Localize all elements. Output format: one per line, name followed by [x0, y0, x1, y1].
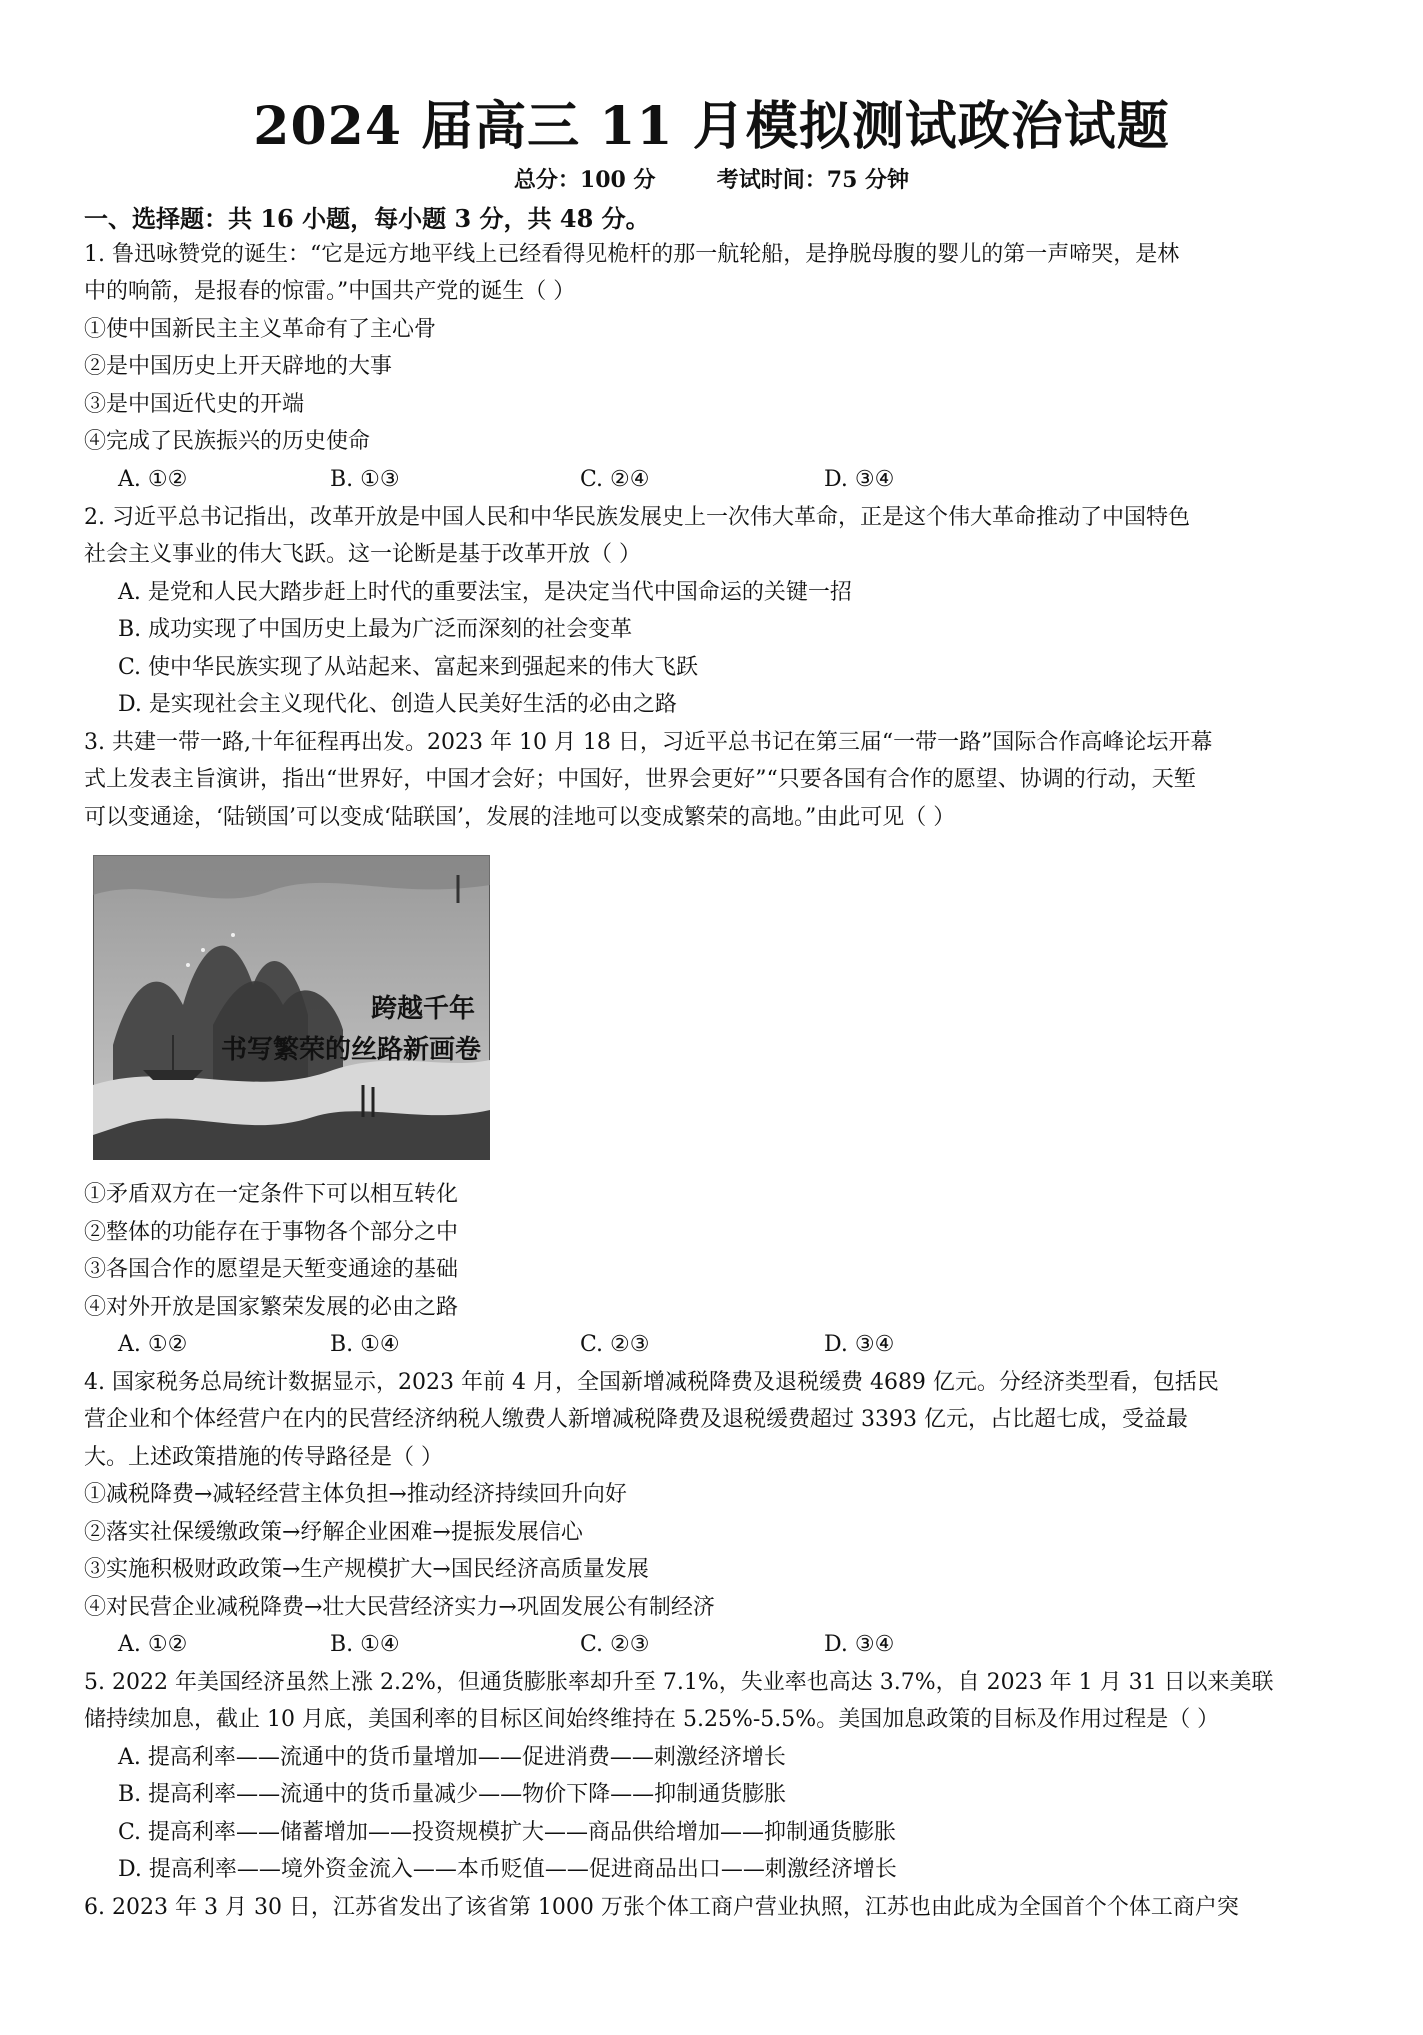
q4-statement-3: ③实施积极财政政策→生产规模扩大→国民经济高质量发展	[84, 1557, 649, 1582]
q3-statement-4: ④对外开放是国家繁荣发展的必由之路	[84, 1295, 459, 1320]
q1-statement-1: ①使中国新民主主义革命有了主心骨	[84, 317, 437, 342]
q1-option-c: C. ②④	[580, 467, 650, 492]
q5-option-b: B. 提高利率——流通中的货币量减少——物价下降——抑制通货膨胀	[118, 1782, 787, 1807]
q4-stem-line-2: 营企业和个体经营户在内的民营经济纳税人缴费人新增减税降费及退税缓费超过 3393 亿元，占比超七成，受益最	[84, 1407, 1188, 1432]
q1-statement-2: ②是中国历史上开天辟地的大事	[84, 354, 393, 379]
q4-option-d: D. ③④	[824, 1632, 895, 1657]
q5-option-c: C. 提高利率——储蓄增加——投资规模扩大——商品供给增加——抑制通货膨胀	[118, 1820, 897, 1845]
silk-road-painting-image	[93, 855, 490, 1160]
q4-option-a: A. ①②	[118, 1632, 188, 1657]
section-heading: 一、选择题：共 16 小题，每小题 3 分，共 48 分。	[84, 204, 650, 233]
q1-option-a: A. ①②	[118, 467, 188, 492]
image-caption-line-1: 跨越千年	[370, 994, 476, 1024]
q1-statement-4: ④完成了民族振兴的历史使命	[84, 429, 371, 454]
q3-option-a: A. ①②	[118, 1332, 188, 1357]
q5-option-a: A. 提高利率——流通中的货币量增加——促进消费——刺激经济增长	[118, 1745, 786, 1770]
q1-statement-3: ③是中国近代史的开端	[84, 392, 305, 417]
q2-option-d: D. 是实现社会主义现代化、创造人民美好生活的必由之路	[118, 692, 677, 717]
q3-stem-line-1: 3. 共建一带一路,十年征程再出发。2023 年 10 月 18 日，习近平总书记在第三届“一带一路”国际合作高峰论坛开幕	[84, 730, 1213, 755]
q2-option-b: B. 成功实现了中国历史上最为广泛而深刻的社会变革	[118, 617, 633, 642]
q3-statement-3: ③各国合作的愿望是天堑变通途的基础	[84, 1257, 459, 1282]
q2-stem-line-1: 2. 习近平总书记指出，改革开放是中国人民和中华民族发展史上一次伟大革命，正是这个伟大革命推动了中国特色	[84, 505, 1190, 530]
q2-stem-line-2: 社会主义事业的伟大飞跃。这一论断是基于改革开放（ ）	[84, 542, 641, 567]
image-caption-line-2: 书写繁荣的丝路新画卷	[220, 1035, 482, 1065]
q2-option-a: A. 是党和人民大踏步赶上时代的重要法宝，是决定当代中国命运的关键一招	[118, 580, 852, 605]
q1-option-b: B. ①③	[330, 467, 400, 492]
q2-option-c: C. 使中华民族实现了从站起来、富起来到强起来的伟大飞跃	[118, 655, 699, 680]
q5-stem-line-2: 储持续加息，截止 10 月底，美国利率的目标区间始终维持在 5.25%-5.5%。美国加息政策的目标及作用过程是（ ）	[84, 1707, 1220, 1732]
q5-stem-line-1: 5. 2022 年美国经济虽然上涨 2.2%，但通货膨胀率却升至 7.1%，失业率也高达 3.7%，自 2023 年 1 月 31 日以来美联	[84, 1670, 1274, 1695]
q5-option-d: D. 提高利率——境外资金流入——本币贬值——促进商品出口——刺激经济增长	[118, 1857, 897, 1882]
q3-statement-1: ①矛盾双方在一定条件下可以相互转化	[84, 1182, 459, 1207]
q3-option-b: B. ①④	[330, 1332, 400, 1357]
q3-option-d: D. ③④	[824, 1332, 895, 1357]
q3-stem-line-3: 可以变通途，‘陆锁国’可以变成‘陆联国’，发展的洼地可以变成繁荣的高地。”由此可见（ ）	[84, 805, 956, 830]
q1-stem-line-1: 1. 鲁迅咏赞党的诞生：“它是远方地平线上已经看得见桅杆的那一航轮船，是挣脱母腹的婴儿的第一声啼哭，是林	[84, 242, 1180, 267]
q4-stem-line-1: 4. 国家税务总局统计数据显示，2023 年前 4 月，全国新增减税降费及退税缓费 4689 亿元。分经济类型看，包括民	[84, 1370, 1219, 1395]
q1-option-d: D. ③④	[824, 467, 895, 492]
q4-stem-line-3: 大。上述政策措施的传导路径是（ ）	[84, 1445, 443, 1470]
q3-option-c: C. ②③	[580, 1332, 650, 1357]
q4-statement-2: ②落实社保缓缴政策→纾解企业困难→提振发展信心	[84, 1520, 583, 1545]
q3-stem-line-2: 式上发表主旨演讲，指出“世界好，中国才会好；中国好，世界会更好”“只要各国有合作的愿望、协调的行动，天堑	[84, 767, 1196, 792]
q6-stem-line-1: 6. 2023 年 3 月 30 日，江苏省发出了该省第 1000 万张个体工商户营业执照，江苏也由此成为全国首个个体工商户突	[84, 1895, 1239, 1920]
q4-option-b: B. ①④	[330, 1632, 400, 1657]
q4-option-c: C. ②③	[580, 1632, 650, 1657]
q4-statement-1: ①减税降费→减轻经营主体负担→推动经济持续回升向好	[84, 1482, 627, 1507]
q1-stem-line-2: 中的响箭，是报春的惊雷。”中国共产党的诞生（ ）	[84, 279, 576, 304]
q4-statement-4: ④对民营企业减税降费→壮大民营经济实力→巩固发展公有制经济	[84, 1595, 715, 1620]
exam-title: 2024 届高三 11 月模拟测试政治试题	[253, 96, 1170, 157]
exam-meta: 总分：100 分 考试时间：75 分钟	[513, 167, 910, 193]
q3-statement-2: ②整体的功能存在于事物各个部分之中	[84, 1220, 459, 1245]
